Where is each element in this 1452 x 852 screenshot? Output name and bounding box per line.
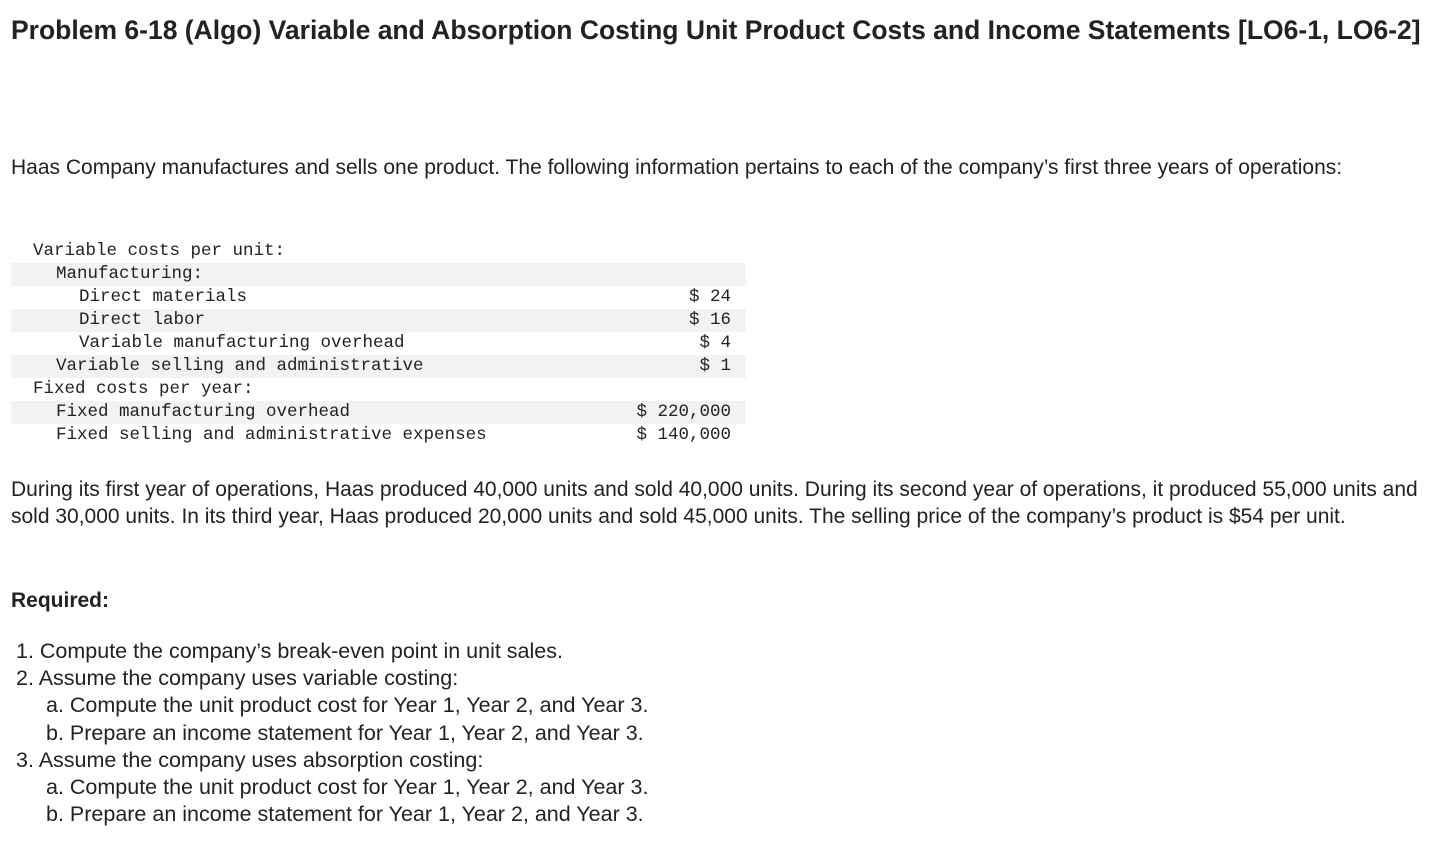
problem-title: Problem 6-18 (Algo) Variable and Absorption Costing Unit Product Costs and Income Statements [LO6-1, LO6-2] — [11, 15, 1421, 45]
required-heading: Required: — [11, 589, 110, 612]
table-row — [11, 263, 746, 286]
variable-sga-value: $ 1 — [608, 355, 746, 378]
direct-labor-label: Direct labor — [11, 309, 608, 332]
fixed-overhead-value: $ 220,000 — [608, 401, 746, 424]
fixed-sga-label: Fixed selling and administrative expenses — [56, 425, 487, 445]
direct-materials-label: Direct materials — [79, 287, 248, 307]
required-list — [16, 638, 648, 828]
manufacturing-header: Manufacturing: — [11, 263, 608, 286]
variable-sga-label: Variable selling and administrative — [11, 355, 608, 378]
list-item: 2. Assume the company uses variable costing: — [16, 666, 459, 691]
list-item: 3. Assume the company uses absorption costing: — [16, 747, 484, 772]
table-row — [11, 309, 746, 332]
variable-costs-header: Variable costs per unit: — [33, 241, 286, 261]
list-item: a. Compute the unit product cost for Year 1, Year 2, and Year 3. — [46, 775, 649, 800]
table-row — [11, 424, 746, 447]
table-row — [11, 401, 746, 424]
list-item: a. Compute the unit product cost for Year 1, Year 2, and Year 3. — [46, 693, 649, 718]
table-row — [11, 286, 746, 309]
table-row — [11, 332, 746, 355]
list-item: 1. Compute the company’s break-even point in unit sales. — [16, 639, 563, 663]
fixed-overhead-label: Fixed manufacturing overhead — [11, 401, 608, 424]
variable-overhead-label: Variable manufacturing overhead — [79, 333, 405, 353]
list-item: b. Prepare an income statement for Year 1, Year 2, and Year 3. — [46, 720, 644, 745]
direct-labor-value: $ 16 — [608, 309, 746, 332]
list-item: b. Prepare an income statement for Year 1, Year 2, and Year 3. — [46, 802, 644, 827]
table-row — [11, 355, 746, 378]
fixed-costs-header: Fixed costs per year: — [33, 379, 254, 399]
table-row — [11, 378, 746, 401]
cost-data-table — [11, 240, 746, 447]
narrative-paragraph: During its first year of operations, Haas produced 40,000 units and sold 40,000 units. During its second year of operations, it produced 55,000 units and sold 30,000 units. In its third year, Haas produced 20,000 units and sold 45,000 units. The selling price of the company’s product is $54 per unit. — [11, 478, 1418, 528]
direct-materials-value: $ 24 — [688, 287, 731, 307]
variable-overhead-value: $ 4 — [699, 333, 731, 353]
table-row — [11, 240, 746, 263]
fixed-sga-value: $ 140,000 — [636, 425, 731, 445]
intro-paragraph: Haas Company manufactures and sells one product. The following information pertains to each of the company’s first three years of operations: — [11, 156, 1343, 179]
